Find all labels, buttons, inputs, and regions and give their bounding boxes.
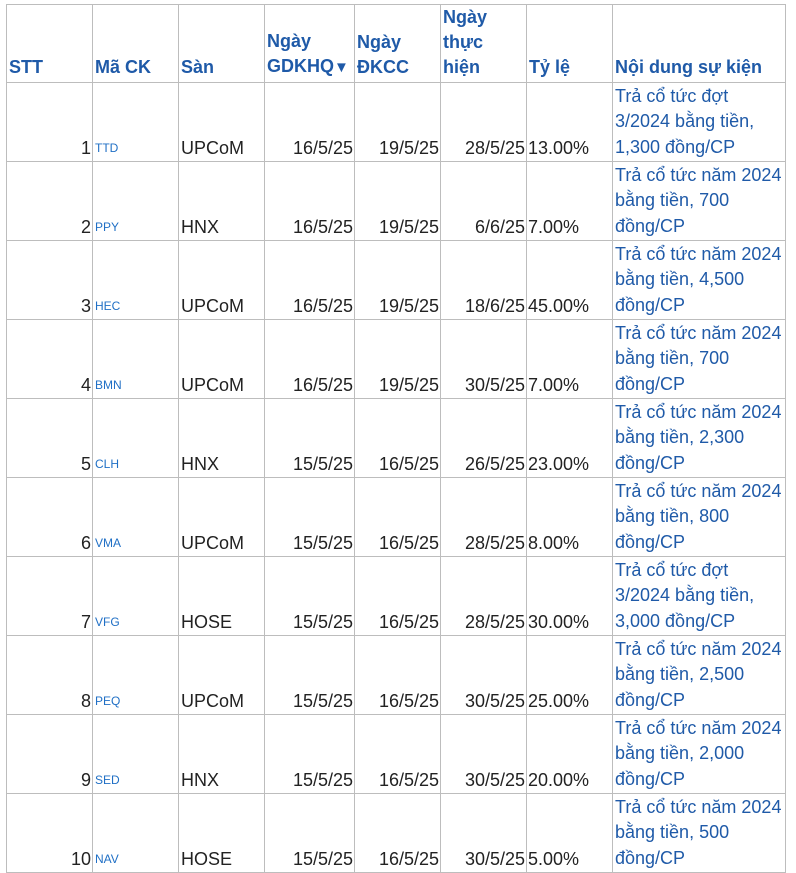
- cell-stt: 6: [7, 478, 93, 557]
- cell-dkcc: 16/5/25: [355, 399, 441, 478]
- stock-code-link[interactable]: NAV: [95, 852, 119, 866]
- cell-content: Trả cổ tức năm 2024 bằng tiền, 2,500 đồng/CP: [613, 636, 786, 715]
- cell-code[interactable]: [93, 715, 179, 794]
- cell-stt: 1: [7, 83, 93, 162]
- header-gdkhq[interactable]: Ngày GDKHQ▼: [265, 5, 355, 83]
- cell-dkcc: 19/5/25: [355, 83, 441, 162]
- cell-rate: 7.00%: [527, 162, 613, 241]
- cell-gdkhq: 15/5/25: [265, 557, 355, 636]
- cell-rate: 45.00%: [527, 241, 613, 320]
- header-rate[interactable]: Tỷ lệ: [527, 5, 613, 83]
- cell-exec-date: 18/6/25: [441, 241, 527, 320]
- cell-content: Trả cổ tức đợt 3/2024 bằng tiền, 3,000 đồng/CP: [613, 557, 786, 636]
- cell-code[interactable]: [93, 794, 179, 873]
- table-row: [7, 557, 786, 636]
- cell-dkcc: 16/5/25: [355, 794, 441, 873]
- cell-stt: 9: [7, 715, 93, 794]
- table-row: [7, 715, 786, 794]
- cell-code[interactable]: [93, 557, 179, 636]
- cell-code[interactable]: [93, 478, 179, 557]
- cell-exec-date: 28/5/25: [441, 478, 527, 557]
- cell-stt: 10: [7, 794, 93, 873]
- cell-rate: 23.00%: [527, 399, 613, 478]
- cell-stt: 4: [7, 320, 93, 399]
- cell-dkcc: 19/5/25: [355, 241, 441, 320]
- cell-content: Trả cổ tức năm 2024 bằng tiền, 4,500 đồng/CP: [613, 241, 786, 320]
- cell-content: Trả cổ tức năm 2024 bằng tiền, 800 đồng/CP: [613, 478, 786, 557]
- stock-code-link[interactable]: TTD: [95, 141, 119, 155]
- cell-exchange: UPCoM: [179, 478, 265, 557]
- cell-rate: 7.00%: [527, 320, 613, 399]
- table-row: [7, 162, 786, 241]
- header-content[interactable]: Nội dung sự kiện: [613, 5, 786, 83]
- cell-rate: 8.00%: [527, 478, 613, 557]
- cell-dkcc: 16/5/25: [355, 636, 441, 715]
- cell-content: Trả cổ tức năm 2024 bằng tiền, 500 đồng/CP: [613, 794, 786, 873]
- cell-stt: 3: [7, 241, 93, 320]
- cell-content: Trả cổ tức năm 2024 bằng tiền, 2,000 đồng/CP: [613, 715, 786, 794]
- header-stt[interactable]: STT: [7, 5, 93, 83]
- cell-exec-date: 28/5/25: [441, 557, 527, 636]
- header-dkcc[interactable]: Ngày ĐKCC: [355, 5, 441, 83]
- table-row: [7, 241, 786, 320]
- cell-exec-date: 30/5/25: [441, 715, 527, 794]
- table-row: [7, 636, 786, 715]
- cell-content: Trả cổ tức năm 2024 bằng tiền, 700 đồng/CP: [613, 162, 786, 241]
- cell-content: Trả cổ tức năm 2024 bằng tiền, 700 đồng/CP: [613, 320, 786, 399]
- header-exec-date[interactable]: Ngày thực hiện: [441, 5, 527, 83]
- cell-exec-date: 30/5/25: [441, 636, 527, 715]
- stock-code-link[interactable]: PPY: [95, 220, 120, 234]
- cell-exec-date: 30/5/25: [441, 794, 527, 873]
- cell-dkcc: 19/5/25: [355, 162, 441, 241]
- cell-code[interactable]: [93, 162, 179, 241]
- table-row: [7, 478, 786, 557]
- cell-gdkhq: 15/5/25: [265, 399, 355, 478]
- stock-code-link[interactable]: SED: [95, 773, 120, 787]
- cell-dkcc: 16/5/25: [355, 715, 441, 794]
- table-row: [7, 83, 786, 162]
- header-exchange[interactable]: Sàn: [179, 5, 265, 83]
- cell-stt: 2: [7, 162, 93, 241]
- cell-code[interactable]: [93, 320, 179, 399]
- cell-exec-date: 6/6/25: [441, 162, 527, 241]
- stock-code-link[interactable]: VFG: [95, 615, 120, 629]
- header-row: [7, 5, 786, 83]
- cell-exchange: HNX: [179, 162, 265, 241]
- cell-rate: 30.00%: [527, 557, 613, 636]
- cell-exchange: HOSE: [179, 557, 265, 636]
- table-row: [7, 399, 786, 478]
- cell-gdkhq: 15/5/25: [265, 794, 355, 873]
- cell-gdkhq: 15/5/25: [265, 715, 355, 794]
- cell-exchange: HNX: [179, 399, 265, 478]
- cell-content: Trả cổ tức đợt 3/2024 bằng tiền, 1,300 đồng/CP: [613, 83, 786, 162]
- cell-gdkhq: 15/5/25: [265, 478, 355, 557]
- cell-exchange: HOSE: [179, 794, 265, 873]
- sort-desc-icon: ▼: [334, 59, 349, 76]
- cell-dkcc: 16/5/25: [355, 557, 441, 636]
- cell-rate: 5.00%: [527, 794, 613, 873]
- cell-dkcc: 16/5/25: [355, 478, 441, 557]
- cell-code[interactable]: [93, 636, 179, 715]
- cell-code[interactable]: [93, 83, 179, 162]
- cell-code[interactable]: [93, 241, 179, 320]
- cell-gdkhq: 16/5/25: [265, 162, 355, 241]
- stock-code-link[interactable]: HEC: [95, 299, 121, 313]
- header-code[interactable]: Mã CK: [93, 5, 179, 83]
- cell-exec-date: 28/5/25: [441, 83, 527, 162]
- stock-code-link[interactable]: CLH: [95, 457, 120, 471]
- table-row: [7, 320, 786, 399]
- cell-exchange: UPCoM: [179, 241, 265, 320]
- cell-gdkhq: 16/5/25: [265, 241, 355, 320]
- cell-exchange: UPCoM: [179, 636, 265, 715]
- cell-gdkhq: 16/5/25: [265, 320, 355, 399]
- cell-exec-date: 30/5/25: [441, 320, 527, 399]
- cell-rate: 13.00%: [527, 83, 613, 162]
- table-row: [7, 794, 786, 873]
- stock-code-link[interactable]: BMN: [95, 378, 122, 392]
- cell-stt: 5: [7, 399, 93, 478]
- cell-stt: 8: [7, 636, 93, 715]
- cell-gdkhq: 16/5/25: [265, 83, 355, 162]
- cell-gdkhq: 15/5/25: [265, 636, 355, 715]
- cell-rate: 25.00%: [527, 636, 613, 715]
- events-table: [6, 4, 786, 873]
- cell-exec-date: 26/5/25: [441, 399, 527, 478]
- cell-exchange: UPCoM: [179, 320, 265, 399]
- cell-rate: 20.00%: [527, 715, 613, 794]
- cell-exchange: HNX: [179, 715, 265, 794]
- cell-content: Trả cổ tức năm 2024 bằng tiền, 2,300 đồng/CP: [613, 399, 786, 478]
- cell-exchange: UPCoM: [179, 83, 265, 162]
- stock-code-link[interactable]: VMA: [95, 536, 122, 550]
- cell-dkcc: 19/5/25: [355, 320, 441, 399]
- stock-code-link[interactable]: PEQ: [95, 694, 121, 708]
- cell-code[interactable]: [93, 399, 179, 478]
- cell-stt: 7: [7, 557, 93, 636]
